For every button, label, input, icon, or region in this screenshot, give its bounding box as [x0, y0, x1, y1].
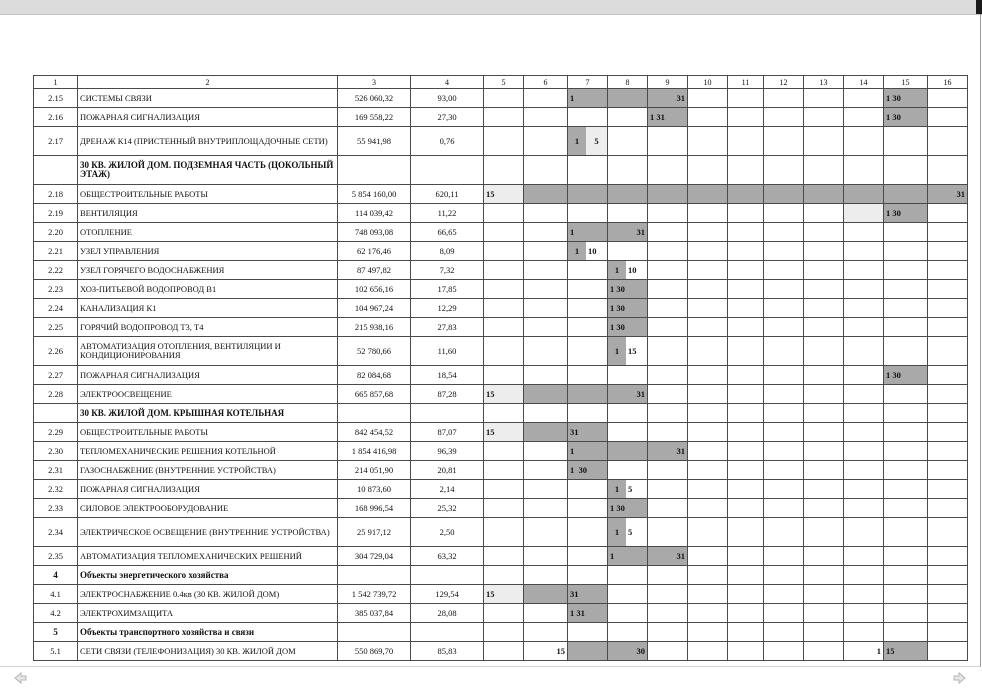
- col-header: 3: [338, 76, 411, 89]
- cost-cell: 215 938,16: [338, 318, 411, 337]
- month-cell: [764, 89, 804, 108]
- section-title: Объекты энергетического хозяйства: [78, 566, 338, 585]
- cost-cell: 52 780,66: [338, 337, 411, 366]
- col-header: 7: [568, 76, 608, 89]
- col-header: 5: [484, 76, 524, 89]
- gantt-bar-wrap: [568, 242, 607, 260]
- month-cell: [524, 108, 568, 127]
- bar-label: 1: [608, 480, 626, 498]
- row-number: 2.24: [34, 299, 78, 318]
- gantt-bar-end: 31: [648, 89, 688, 108]
- gantt-bar-end: 15: [884, 642, 928, 661]
- arrow-left-icon: [12, 670, 28, 686]
- cost-cell: 87 497,82: [338, 261, 411, 280]
- month-cell: [568, 108, 608, 127]
- work-name: УЗЕЛ ГОРЯЧЕГО ВОДОСНАБЖЕНИЯ: [78, 261, 338, 280]
- cost-cell: 114 039,42: [338, 204, 411, 223]
- row-number: 2.29: [34, 423, 78, 442]
- work-name: ПОЖАРНАЯ СИГНАЛИЗАЦИЯ: [78, 366, 338, 385]
- cost-cell: 1 542 739,72: [338, 585, 411, 604]
- volume-cell: 28,08: [411, 604, 484, 623]
- gantt-bar-start: 1: [608, 547, 648, 566]
- section-row: [34, 566, 968, 585]
- month-cell: [728, 89, 764, 108]
- month-cell: [844, 127, 884, 156]
- month-cell: [484, 108, 524, 127]
- table-row: [34, 318, 968, 337]
- table-row: [34, 518, 968, 547]
- month-cell: [764, 108, 804, 127]
- month-cell: [688, 89, 728, 108]
- cost-cell: 214 051,90: [338, 461, 411, 480]
- gantt-bar: [648, 185, 688, 204]
- table-row: [34, 547, 968, 566]
- gantt-bar-end: 31: [568, 585, 608, 604]
- table-row: [34, 242, 968, 261]
- gantt-bar-start: 15: [484, 585, 524, 604]
- gantt-bar-end: 31: [608, 223, 648, 242]
- gantt-bar-end: 30: [608, 642, 648, 661]
- volume-cell: 66,65: [411, 223, 484, 242]
- col-header: 2: [78, 76, 338, 89]
- section-title: Объекты транспортного хозяйства и связи: [78, 623, 338, 642]
- cost-cell: 25 917,12: [338, 518, 411, 547]
- bar-label: 5: [586, 127, 607, 155]
- month-cell: [928, 127, 968, 156]
- row-number: 4.1: [34, 585, 78, 604]
- gantt-bar: [728, 185, 764, 204]
- gantt-bar-end: 31: [648, 547, 688, 566]
- volume-cell: 87,28: [411, 385, 484, 404]
- gantt-bar: 1 30: [608, 318, 648, 337]
- row-number: 2.30: [34, 442, 78, 461]
- month-cell: [524, 127, 568, 156]
- gantt-bar: [764, 185, 804, 204]
- row-number: 4.2: [34, 604, 78, 623]
- row-number: 2.35: [34, 547, 78, 566]
- volume-cell: 7,32: [411, 261, 484, 280]
- row-number: 4: [34, 566, 78, 585]
- row-number: 2.17: [34, 127, 78, 156]
- work-name: ДРЕНАЖ К14 (ПРИСТЕННЫЙ ВНУТРИПЛОЩАДОЧНЫЕ СЕТИ): [78, 127, 338, 156]
- gantt-bar-end: 31: [608, 385, 648, 404]
- volume-cell: 12,29: [411, 299, 484, 318]
- cost-cell: 1 854 416,98: [338, 442, 411, 461]
- work-name: АВТОМАТИЗАЦИЯ ТЕПЛОМЕХАНИЧЕСКИХ РЕШЕНИЙ: [78, 547, 338, 566]
- section-title: 30 КВ. ЖИЛОЙ ДОМ. КРЫШНАЯ КОТЕЛЬНАЯ: [78, 404, 338, 423]
- arrow-right-icon: [952, 670, 968, 686]
- table-row: [34, 127, 968, 156]
- col-header: 6: [524, 76, 568, 89]
- cost-cell: [338, 156, 411, 185]
- month-cell: [608, 480, 648, 499]
- row-number: [34, 404, 78, 423]
- gantt-bar: [524, 385, 568, 404]
- month-cell: [568, 242, 608, 261]
- cost-cell: 304 729,04: [338, 547, 411, 566]
- table-row: [34, 89, 968, 108]
- cost-cell: 168 996,54: [338, 499, 411, 518]
- gantt-bar-start: 1: [568, 223, 608, 242]
- schedule-table: [33, 75, 968, 661]
- cost-cell: 5 854 160,00: [338, 185, 411, 204]
- volume-cell: 17,85: [411, 280, 484, 299]
- gantt-bar: [608, 442, 648, 461]
- work-name: ГАЗОСНАБЖЕНИЕ (ВНУТРЕННИЕ УСТРОЙСТВА): [78, 461, 338, 480]
- col-header: 9: [648, 76, 688, 89]
- bar-label: 30: [578, 464, 587, 475]
- volume-cell: 20,81: [411, 461, 484, 480]
- gantt-bar: [568, 461, 608, 480]
- row-number: 2.21: [34, 242, 78, 261]
- cost-cell: 842 454,52: [338, 423, 411, 442]
- bar-label: 1: [608, 261, 626, 279]
- bar-label: 5: [628, 484, 633, 494]
- table-row: [34, 299, 968, 318]
- row-number: 2.33: [34, 499, 78, 518]
- work-name: УЗЕЛ УПРАВЛЕНИЯ: [78, 242, 338, 261]
- work-name: ЭЛЕКТРОСНАБЖЕНИЕ 0.4кв (30 КВ. ЖИЛОЙ ДОМ): [78, 585, 338, 604]
- header-row: [34, 76, 968, 89]
- volume-cell: 18,54: [411, 366, 484, 385]
- row-number: 2.16: [34, 108, 78, 127]
- table-row: [34, 423, 968, 442]
- gantt-bar: [804, 185, 844, 204]
- work-name: ОБЩЕСТРОИТЕЛЬНЫЕ РАБОТЫ: [78, 423, 338, 442]
- work-name: ВЕНТИЛЯЦИЯ: [78, 204, 338, 223]
- gantt-bar-wrap: [568, 127, 607, 155]
- volume-cell: [411, 156, 484, 185]
- window-top-bar: [0, 0, 982, 15]
- month-cell: [928, 108, 968, 127]
- gantt-bar: [884, 89, 928, 108]
- month-cell: [608, 108, 648, 127]
- work-name: ЭЛЕКТРИЧЕСКОЕ ОСВЕЩЕНИЕ (ВНУТРЕННИЕ УСТРОЙСТВА): [78, 518, 338, 547]
- month-cell: [608, 127, 648, 156]
- gantt-bar: [884, 185, 928, 204]
- table-row: [34, 185, 968, 204]
- col-header: 16: [928, 76, 968, 89]
- month-cell: [648, 127, 688, 156]
- bar-label: 1: [608, 337, 626, 365]
- work-name: СЕТИ СВЯЗИ (ТЕЛЕФОНИЗАЦИЯ) 30 КВ. ЖИЛОЙ ДОМ: [78, 642, 338, 661]
- month-cell: [728, 108, 764, 127]
- row-number: 2.32: [34, 480, 78, 499]
- col-header: 14: [844, 76, 884, 89]
- table-row: [34, 261, 968, 280]
- table-row: [34, 108, 968, 127]
- row-number: 2.26: [34, 337, 78, 366]
- cost-cell: 169 558,22: [338, 108, 411, 127]
- section-row: [34, 156, 968, 185]
- row-number: 2.34: [34, 518, 78, 547]
- row-number: 5: [34, 623, 78, 642]
- cost-cell: 748 093,08: [338, 223, 411, 242]
- table-row: [34, 223, 968, 242]
- volume-cell: 93,00: [411, 89, 484, 108]
- month-cell: [688, 127, 728, 156]
- month-cell: [484, 127, 524, 156]
- gantt-bar-start: 15: [524, 642, 568, 661]
- work-name: СИЛОВОЕ ЭЛЕКТРООБОРУДОВАНИЕ: [78, 499, 338, 518]
- prev-page-button[interactable]: [12, 670, 28, 686]
- row-number: 2.20: [34, 223, 78, 242]
- row-number: 5.1: [34, 642, 78, 661]
- volume-cell: 96,39: [411, 442, 484, 461]
- month-cell: [844, 89, 884, 108]
- volume-cell: 85,83: [411, 642, 484, 661]
- work-name: ПОЖАРНАЯ СИГНАЛИЗАЦИЯ: [78, 480, 338, 499]
- col-header: 8: [608, 76, 648, 89]
- table-row: [34, 280, 968, 299]
- month-cell: [884, 127, 928, 156]
- row-number: 2.19: [34, 204, 78, 223]
- work-name: ТЕПЛОМЕХАНИЧЕСКИЕ РЕШЕНИЯ КОТЕЛЬНОЙ: [78, 442, 338, 461]
- gantt-bar: [568, 642, 608, 661]
- row-number: [34, 156, 78, 185]
- work-name: ОБЩЕСТРОИТЕЛЬНЫЕ РАБОТЫ: [78, 185, 338, 204]
- row-number: 2.25: [34, 318, 78, 337]
- volume-cell: 0,76: [411, 127, 484, 156]
- volume-cell: 87,07: [411, 423, 484, 442]
- table-row: [34, 480, 968, 499]
- cost-cell: 665 857,68: [338, 385, 411, 404]
- month-cell: [844, 108, 884, 127]
- volume-cell: 8,09: [411, 242, 484, 261]
- month-cell: [484, 89, 524, 108]
- volume-cell: 27,83: [411, 318, 484, 337]
- section-row: [34, 623, 968, 642]
- bar-label: 30: [892, 92, 901, 103]
- gantt-bar: [524, 423, 568, 442]
- gantt-bar-end: 31: [648, 442, 688, 461]
- table-row: [34, 366, 968, 385]
- volume-cell: 2,50: [411, 518, 484, 547]
- work-name: ЭЛЕКТРОХИМЗАЩИТА: [78, 604, 338, 623]
- gantt-bar-start: 15: [484, 423, 524, 442]
- col-header: 12: [764, 76, 804, 89]
- gantt-bar: 1 31: [568, 604, 608, 623]
- gantt-bar-start: 1: [568, 89, 608, 108]
- bar-label: 15: [628, 346, 637, 356]
- table-row: [34, 337, 968, 366]
- gantt-bar-start: 15: [484, 385, 524, 404]
- gantt-bar: [568, 185, 608, 204]
- table-row: [34, 499, 968, 518]
- month-cell: [608, 518, 648, 547]
- month-cell: [568, 127, 608, 156]
- col-header: 1: [34, 76, 78, 89]
- bar-label: 10: [628, 265, 637, 275]
- gantt-bar-end: 31: [568, 423, 608, 442]
- gantt-bar: 1 30: [608, 280, 648, 299]
- cost-cell: 102 656,16: [338, 280, 411, 299]
- gantt-bar-start: 1: [844, 642, 884, 661]
- gantt-bar: [568, 385, 608, 404]
- gantt-bar: 1 30: [608, 299, 648, 318]
- gantt-bar: 1 30: [884, 366, 928, 385]
- bar-label: 1: [570, 464, 575, 475]
- bar-label: 1: [886, 92, 891, 103]
- section-title: 30 КВ. ЖИЛОЙ ДОМ. ПОДЗЕМНАЯ ЧАСТЬ (ЦОКОЛЬНЫЙ ЭТАЖ): [78, 156, 338, 185]
- bar-label: 5: [628, 527, 633, 537]
- gantt-bar: [608, 185, 648, 204]
- gantt-bar: [688, 185, 728, 204]
- table-row: [34, 642, 968, 661]
- section-row: [34, 404, 968, 423]
- month-cell: [804, 89, 844, 108]
- gantt-bar-wrap: [608, 480, 647, 498]
- volume-cell: 11,60: [411, 337, 484, 366]
- col-header: 11: [728, 76, 764, 89]
- month-cell: [608, 337, 648, 366]
- table-row: [34, 604, 968, 623]
- row-number: 2.28: [34, 385, 78, 404]
- col-header: 10: [688, 76, 728, 89]
- work-name: ХОЗ-ПИТЬЕВОЙ ВОДОПРОВОД В1: [78, 280, 338, 299]
- work-name: ГОРЯЧИЙ ВОДОПРОВОД Т3, Т4: [78, 318, 338, 337]
- table-row: [34, 442, 968, 461]
- month-cell: [804, 108, 844, 127]
- bar-label: 10: [588, 246, 597, 256]
- table-row: [34, 204, 968, 223]
- bar-label: 1: [568, 242, 586, 260]
- cost-cell: 526 060,32: [338, 89, 411, 108]
- bar-label: 1: [568, 127, 586, 155]
- cost-cell: 10 873,60: [338, 480, 411, 499]
- gantt-bar-wrap: [608, 518, 647, 546]
- volume-cell: 620,11: [411, 185, 484, 204]
- month-cell: [728, 127, 764, 156]
- volume-cell: 129,54: [411, 585, 484, 604]
- gantt-bar: 1 30: [884, 108, 928, 127]
- col-header: 15: [884, 76, 928, 89]
- gantt-bar: 1 30: [608, 499, 648, 518]
- table-row: [34, 385, 968, 404]
- gantt-bar: 1 30: [884, 204, 928, 223]
- month-cell: [608, 261, 648, 280]
- volume-cell: 63,32: [411, 547, 484, 566]
- work-name: КАНАЛИЗАЦИЯ К1: [78, 299, 338, 318]
- work-name: ОТОПЛЕНИЕ: [78, 223, 338, 242]
- gantt-bar-end: 31: [928, 185, 968, 204]
- row-number: 2.22: [34, 261, 78, 280]
- month-cell: [844, 204, 884, 223]
- month-cell: [524, 89, 568, 108]
- row-number: 2.27: [34, 366, 78, 385]
- document-page: [0, 14, 981, 667]
- bar-label: 1: [608, 518, 626, 546]
- cost-cell: 62 176,46: [338, 242, 411, 261]
- month-cell: [688, 108, 728, 127]
- work-name: АВТОМАТИЗАЦИЯ ОТОПЛЕНИЯ, ВЕНТИЛЯЦИИ И КОНДИЦИОНИРОВАНИЯ: [78, 337, 338, 366]
- gantt-bar: [524, 185, 568, 204]
- cost-cell: 82 084,68: [338, 366, 411, 385]
- month-cell: [928, 89, 968, 108]
- row-number: 2.18: [34, 185, 78, 204]
- month-cell: [804, 127, 844, 156]
- top-bar-edge: [976, 0, 982, 14]
- cost-cell: 385 037,84: [338, 604, 411, 623]
- gantt-bar-wrap: [608, 337, 647, 365]
- volume-cell: 25,32: [411, 499, 484, 518]
- gantt-bar-start: 15: [484, 185, 524, 204]
- cost-cell: 550 869,70: [338, 642, 411, 661]
- col-header: 13: [804, 76, 844, 89]
- cost-cell: 55 941,98: [338, 127, 411, 156]
- gantt-bar: 1 31: [648, 108, 688, 127]
- col-header: 4: [411, 76, 484, 89]
- work-name: ЭЛЕКТРООСВЕЩЕНИЕ: [78, 385, 338, 404]
- row-number: 2.23: [34, 280, 78, 299]
- row-number: 2.31: [34, 461, 78, 480]
- volume-cell: 27,30: [411, 108, 484, 127]
- gantt-bar: [608, 89, 648, 108]
- cost-cell: 104 967,24: [338, 299, 411, 318]
- table-row: [34, 585, 968, 604]
- month-cell: [764, 127, 804, 156]
- volume-cell: 11,22: [411, 204, 484, 223]
- gantt-bar-wrap: [608, 261, 647, 279]
- next-page-button[interactable]: [952, 670, 968, 686]
- work-name: ПОЖАРНАЯ СИГНАЛИЗАЦИЯ: [78, 108, 338, 127]
- table-row: [34, 461, 968, 480]
- row-number: 2.15: [34, 89, 78, 108]
- volume-cell: 2,14: [411, 480, 484, 499]
- gantt-bar: [844, 185, 884, 204]
- gantt-bar-start: 1: [568, 442, 608, 461]
- gantt-bar: [524, 585, 568, 604]
- work-name: СИСТЕМЫ СВЯЗИ: [78, 89, 338, 108]
